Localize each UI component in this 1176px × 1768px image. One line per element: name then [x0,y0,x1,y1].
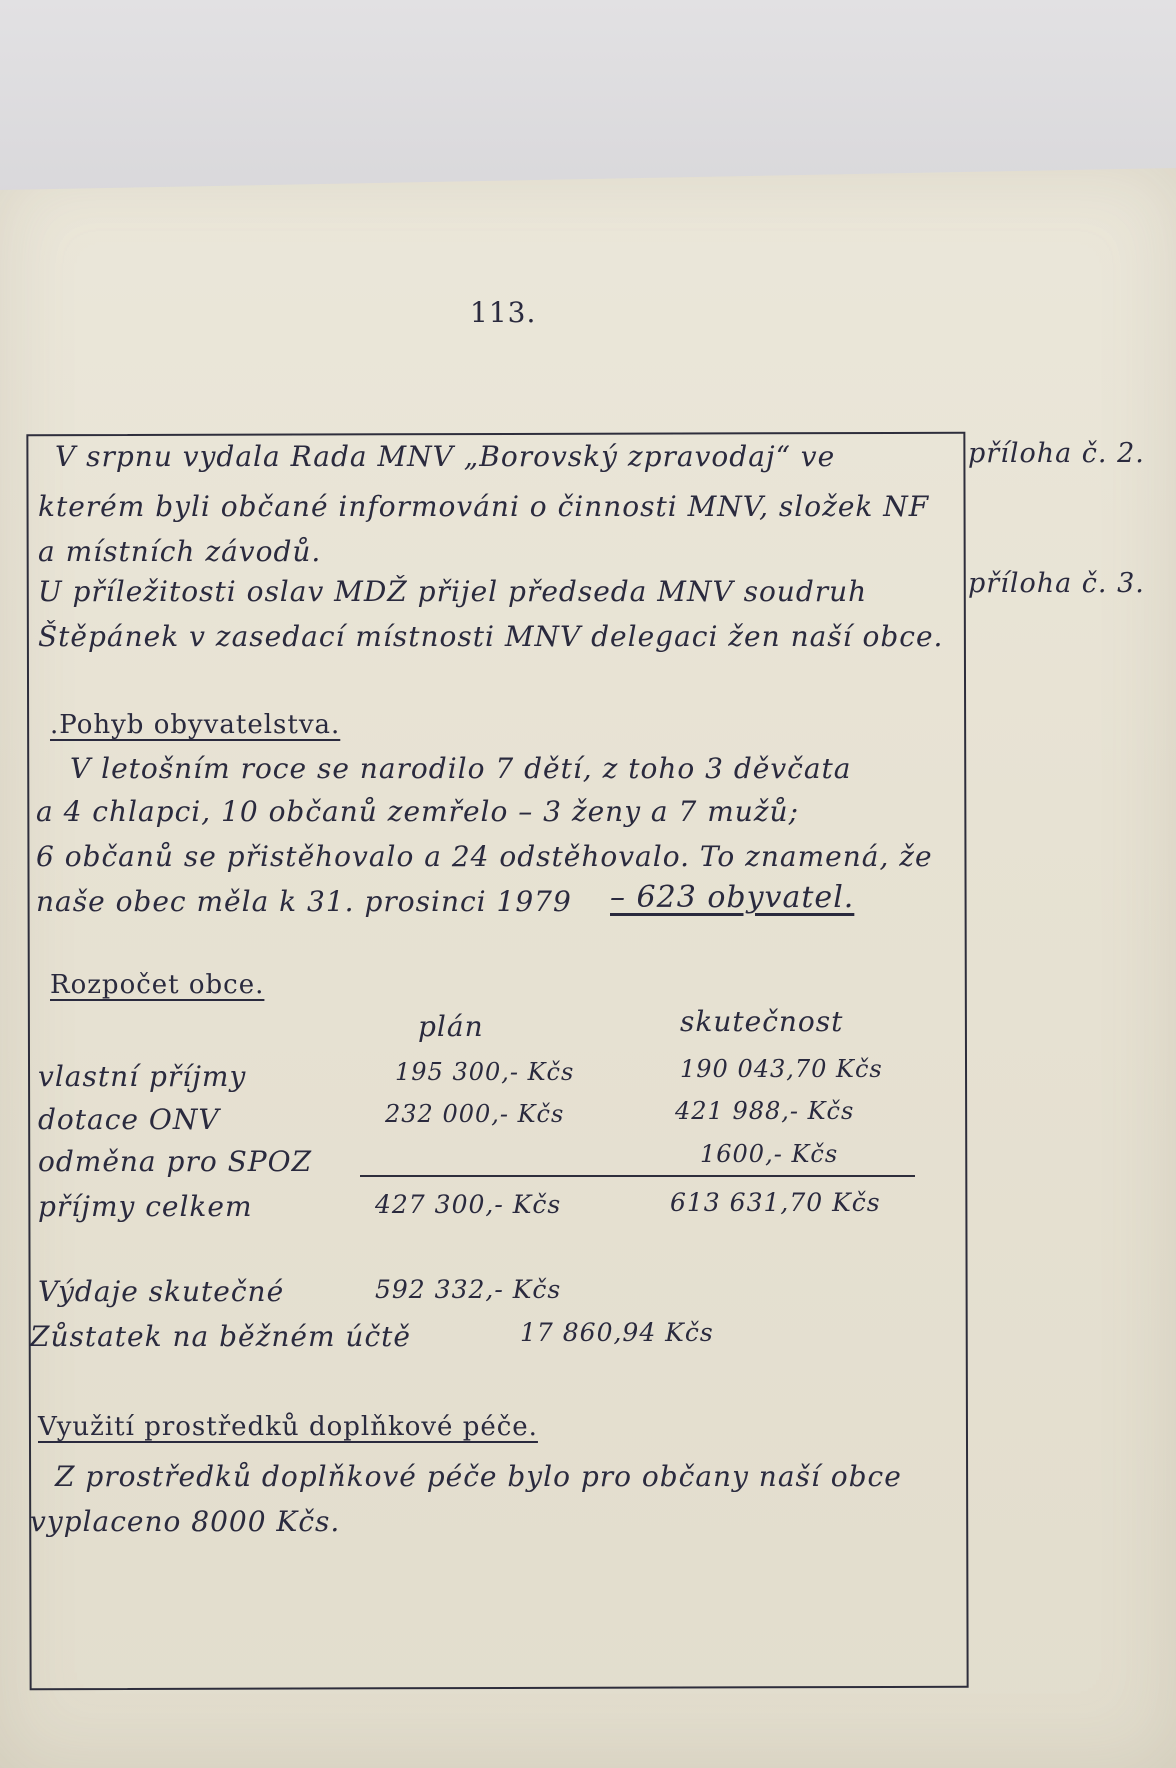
budget-row-plan: 427 300,- Kčs [375,1190,562,1219]
expenses-label: Výdaje skutečné [38,1275,285,1308]
margin-note-attachment-3: příloha č. 3. [968,568,1145,599]
budget-row-label: dotace ONV [38,1103,220,1136]
paragraph-line: a místních závodů. [38,535,322,568]
section-heading-population: .Pohyb obyvatelstva. [50,710,341,740]
budget-row-actual: 190 043,70 Kčs [680,1055,883,1083]
budget-row-label: příjmy celkem [38,1190,253,1223]
care-line: vyplaceno 8000 Kčs. [30,1505,341,1538]
care-line: Z prostředků doplňkové péče bylo pro občany naší obce [55,1460,902,1493]
budget-column-plan: plán [418,1010,484,1043]
population-total: – 623 obyvatel. [610,880,855,915]
paragraph-line: Štěpánek v zasedací místnosti MNV delegaci žen naší obce. [38,620,944,653]
budget-row-plan: 232 000,- Kčs [385,1100,565,1128]
population-line: a 4 chlapci, 10 občanů zemřelo – 3 ženy a 7 mužů; [36,795,800,828]
population-line: naše obec měla k 31. prosinci 1979 [36,885,572,918]
budget-row-label: odměna pro SPOZ [38,1145,313,1178]
budget-row-actual: 613 631,70 Kčs [670,1188,881,1217]
page-number: 113. [470,296,537,329]
section-heading-budget: Rozpočet obce. [50,970,265,1000]
paragraph-line: V srpnu vydala Rada MNV „Borovský zpravodaj“ ve [55,440,836,473]
balance-value: 17 860,94 Kčs [520,1318,714,1347]
budget-row-plan: 195 300,- Kčs [395,1058,575,1086]
background-wall [0,0,1176,200]
section-heading-care: Využití prostředků doplňkové péče. [38,1412,538,1442]
budget-column-actual: skutečnost [680,1005,844,1038]
margin-note-attachment-2: příloha č. 2. [968,438,1145,469]
budget-row-label: vlastní příjmy [38,1060,247,1093]
sum-rule [360,1175,915,1177]
paragraph-line: U příležitosti oslav MDŽ přijel předseda MNV soudruh [38,575,868,608]
expenses-value: 592 332,- Kčs [375,1275,562,1304]
budget-row-actual: 1600,- Kčs [700,1140,839,1168]
budget-row-actual: 421 988,- Kčs [675,1097,855,1125]
population-line: 6 občanů se přistěhovalo a 24 odstěhovalo. To znamená, že [36,840,933,873]
balance-label: Zůstatek na běžném účtě [30,1320,411,1353]
population-line: V letošním roce se narodilo 7 dětí, z toho 3 děvčata [70,752,852,785]
paragraph-line: kterém byli občané informováni o činnosti MNV, složek NF [38,490,930,523]
